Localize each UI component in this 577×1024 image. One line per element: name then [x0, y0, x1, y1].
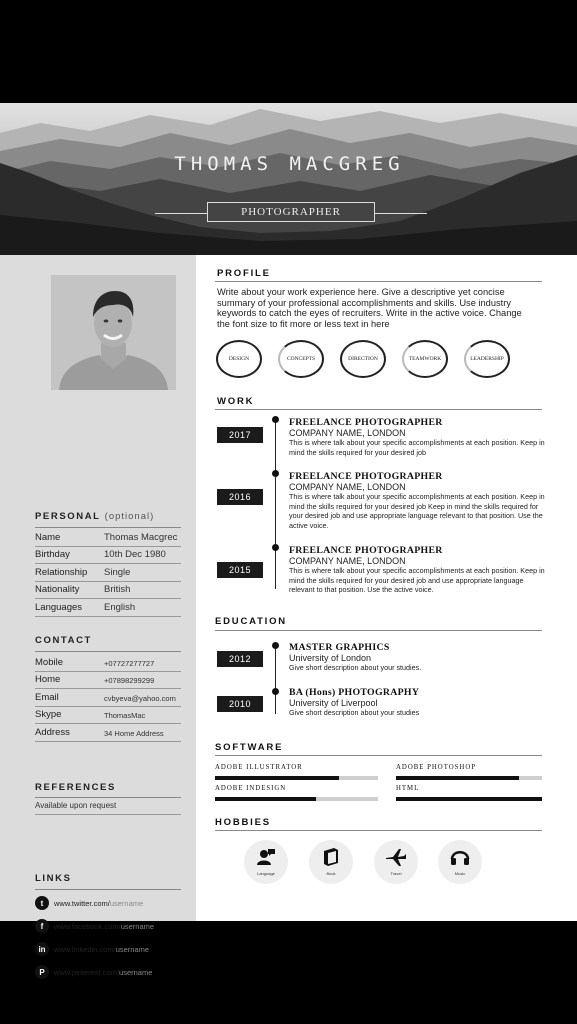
contact-row: Address 34 Home Address	[35, 725, 181, 742]
pinterest-icon: P	[35, 965, 49, 979]
software-bar-fill	[396, 776, 519, 780]
software-name: HTML	[396, 785, 420, 792]
skill-teamwork: TEAMWORK	[402, 340, 448, 378]
software-bar	[396, 776, 542, 780]
personal-row: Nationality British	[35, 582, 181, 599]
facebook-icon: f	[35, 919, 49, 933]
avatar	[51, 275, 176, 390]
profile-text: Write about your work experience here. Give a descriptive yet concise summary of your professional accomplishments and skills. Use industry keywords to catch the eyes of recruiters. Write in the active voice. Change the font size to fit more or less text in here	[217, 287, 522, 329]
education-rule	[215, 630, 542, 631]
software-rule	[215, 755, 542, 756]
personal-row: Name Thomas Macgrec	[35, 530, 181, 547]
hobby-travel: Travel	[374, 840, 418, 884]
timeline-dot	[272, 416, 279, 423]
personal-rule	[35, 527, 181, 528]
timeline-dot	[272, 470, 279, 477]
personal-row: Languages English	[35, 600, 181, 617]
twitter-icon: t	[35, 896, 49, 910]
skill-concepts: CONCEPTS	[278, 340, 324, 378]
resume-sheet	[0, 103, 577, 977]
software-name: ADOBE INDESIGN	[215, 785, 287, 792]
skill-leadership: LEADERSHIP	[464, 340, 510, 378]
timeline-dot	[272, 642, 279, 649]
timeline-dot	[272, 544, 279, 551]
music-icon	[449, 846, 471, 868]
software-name: ADOBE ILLUSTRATOR	[215, 764, 303, 771]
education-entry: BA (Hons) PHOTOGRAPHY University of Liverpool Give short description about your studies	[289, 687, 420, 717]
profile-heading: PROFILE	[217, 268, 271, 279]
mountain-landscape	[0, 103, 577, 255]
software-bar	[215, 797, 378, 801]
contact-rule	[35, 651, 181, 652]
book-icon	[320, 846, 342, 868]
person-name: THOMAS MACGREG	[174, 153, 405, 175]
education-timeline	[275, 646, 276, 714]
references-rule	[35, 797, 181, 798]
role-divider-right	[375, 213, 427, 214]
work-year: 2017	[217, 427, 263, 443]
job-role: PHOTOGRAPHER	[207, 202, 375, 222]
links-heading: LINKS	[35, 873, 72, 884]
education-heading: EDUCATION	[215, 616, 287, 627]
contact-row: Skype ThomasMac	[35, 707, 181, 724]
language-icon	[255, 846, 277, 868]
sidebar	[0, 255, 196, 977]
software-bar	[396, 797, 542, 801]
work-rule	[215, 409, 542, 410]
work-heading: WORK	[217, 396, 255, 407]
link-twitter[interactable]: t www.twitter.com/username	[35, 895, 143, 911]
skill-design: DESIGN	[216, 340, 262, 378]
contact-row: Mobile +07727277727	[35, 655, 181, 672]
hobby-music: Music	[438, 840, 482, 884]
skill-direction: DIRECTION	[340, 340, 386, 378]
linkedin-icon: in	[35, 942, 49, 956]
contact-heading: CONTACT	[35, 635, 92, 646]
timeline-dot	[272, 688, 279, 695]
links-rule	[35, 889, 181, 890]
education-entry: MASTER GRAPHICS University of London Give short description about your studies.	[289, 642, 422, 672]
contact-row: Email cvbyeva@yahoo.com	[35, 690, 181, 707]
hobbies-heading: HOBBIES	[215, 817, 271, 828]
personal-row: Birthday 10th Dec 1980	[35, 547, 181, 564]
work-year: 2016	[217, 489, 263, 505]
education-year: 2010	[217, 696, 263, 712]
software-heading: SOFTWARE	[215, 742, 284, 753]
software-name: ADOBE PHOTOSHOP	[396, 764, 477, 771]
references-text: Available upon request	[35, 799, 181, 815]
travel-icon	[385, 846, 407, 868]
header-banner	[0, 103, 577, 255]
hobby-book: Book	[309, 840, 353, 884]
link-linkedin[interactable]: in www.linkedin.com/username	[35, 941, 149, 957]
software-bar	[215, 776, 378, 780]
role-divider-left	[155, 213, 207, 214]
references-heading: REFERENCES	[35, 782, 116, 793]
profile-rule	[215, 281, 542, 282]
work-year: 2015	[217, 562, 263, 578]
work-entry: FREELANCE PHOTOGRAPHER COMPANY NAME, LONDON This is where talk about your specific accomplishments at each position. Keep in mind the skills required for your desired job and use appropriate language relevant to that position. Use the active voice.	[289, 545, 545, 595]
software-bar-fill	[215, 797, 316, 801]
education-year: 2012	[217, 651, 263, 667]
software-bar-fill	[396, 797, 542, 801]
software-bar-fill	[215, 776, 339, 780]
work-entry: FREELANCE PHOTOGRAPHER COMPANY NAME, LONDON This is where talk about your specific accomplishments at each position. Keep in mind the skills required for your desired job Keep in mind the skills required for your desired job and use appropriate language relevant to that position. Use the active voice.	[289, 471, 545, 530]
personal-heading: PERSONAL (optional)	[35, 511, 155, 522]
contact-row: Home +07898299299	[35, 672, 181, 689]
link-pinterest[interactable]: P www.pinterest.com/username	[35, 964, 152, 980]
personal-row: Relationship Single	[35, 565, 181, 582]
hobby-language: Language	[244, 840, 288, 884]
work-timeline	[275, 421, 276, 589]
link-facebook[interactable]: f www.facebook.com/username	[35, 918, 154, 934]
hobbies-rule	[215, 830, 542, 831]
work-entry: FREELANCE PHOTOGRAPHER COMPANY NAME, LONDON This is where talk about your specific accomplishments at each position. Keep in mind the skills required for your desired job	[289, 417, 545, 457]
